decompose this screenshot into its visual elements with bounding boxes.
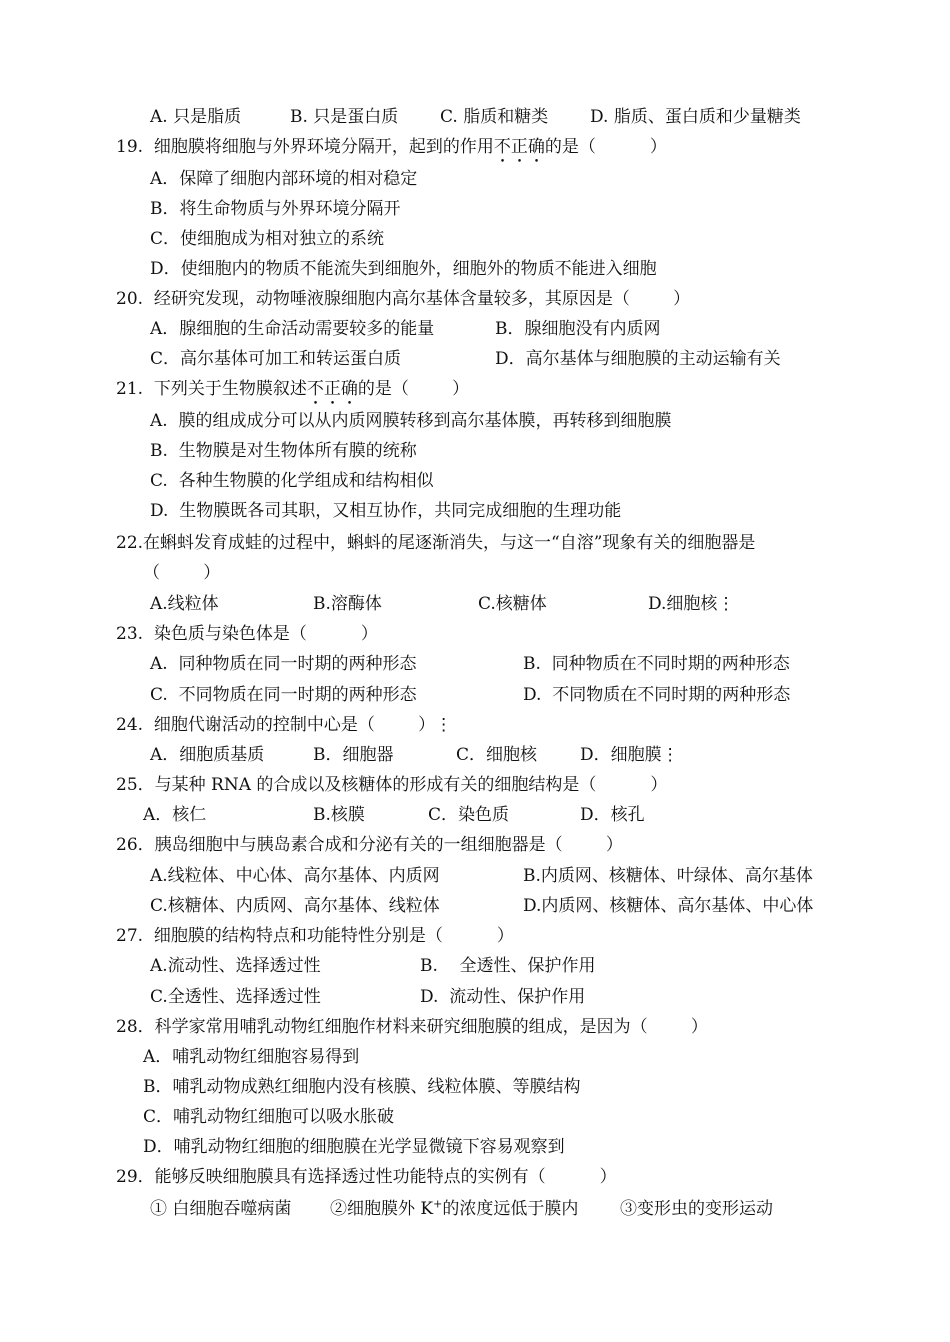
q29-potassium-charge: + [433, 1197, 443, 1211]
q19-stem-pre: 19. 细胞膜将细胞与外界环境分隔开，起到的作用 [116, 137, 494, 157]
q22-option-d [648, 593, 734, 615]
q20-option-a: A．腺细胞的生命活动需要较多的能量 [150, 319, 435, 339]
q19-stem-post: 的是（ ） [544, 137, 667, 157]
q24-option-d [580, 744, 679, 766]
q28-option-a: A．哺乳动物红细胞容易得到 [143, 1047, 360, 1067]
q24-option-d-colon-mark: ⋮ [661, 745, 679, 765]
q19-option-b: B．将生命物质与外界环境分隔开 [150, 199, 401, 219]
q27-option-c: C.全透性、选择透过性 [150, 987, 321, 1007]
q24-option-d-text: D．细胞膜 [580, 745, 662, 765]
q21-stem-pre: 21. 下列关于生物膜叙述 [116, 379, 307, 399]
q27-option-d: D. 流动性、保护作用 [420, 987, 586, 1007]
q27-stem: 27. 细胞膜的结构特点和功能特性分别是（ ） [116, 926, 514, 946]
q19-stem [116, 136, 667, 158]
q21-stem [116, 378, 469, 400]
q26-option-c: C.核糖体、内质网、高尔基体、线粒体 [150, 896, 440, 916]
q29-option-2 [330, 1198, 578, 1220]
q22-option-c: C.核糖体 [478, 594, 547, 614]
q26-option-d: D.内质网、核糖体、高尔基体、中心体 [523, 896, 814, 916]
q23-option-a: A. 同种物质在同一时期的两种形态 [150, 654, 417, 674]
q18-option-c: C. 脂质和糖类 [440, 107, 549, 127]
q20-option-b: B．腺细胞没有内质网 [495, 319, 661, 339]
q20-option-c: C．高尔基体可加工和转运蛋白质 [150, 349, 402, 369]
q29-option-2-pre: ②细胞膜外 K [330, 1199, 434, 1219]
q25-stem: 25．与某种 RNA 的合成以及核糖体的形成有关的细胞结构是（ ） [116, 775, 668, 795]
q24-option-c: C．细胞核 [456, 745, 538, 765]
q21-option-a: A. 膜的组成成分可以从内质网膜转移到高尔基体膜，再转移到细胞膜 [150, 411, 672, 431]
q20-stem: 20. 经研究发现，动物唾液腺细胞内高尔基体含量较多，其原因是（ ） [116, 289, 691, 309]
q22-option-d-text: D.细胞核 [648, 594, 718, 614]
q29-stem: 29．能够反映细胞膜具有选择透过性功能特点的实例有（ ） [116, 1167, 617, 1187]
q19-stem-emphasis: 不正确 [493, 137, 545, 157]
q24-stem-text: 24. 细胞代谢活动的控制中心是（ ） [116, 715, 436, 735]
q25-option-b: B.核膜 [313, 805, 365, 825]
q27-option-a: A.流动性、选择透过性 [150, 956, 321, 976]
q25-option-d: D．核孔 [580, 805, 645, 825]
q28-option-b: B．哺乳动物成熟红细胞内没有核膜、线粒体膜、等膜结构 [143, 1077, 581, 1097]
q28-option-c: C．哺乳动物红细胞可以吸水胀破 [143, 1107, 395, 1127]
q27-option-b: B. 全透性、保护作用 [420, 956, 596, 976]
q19-option-a: A．保障了细胞内部环境的相对稳定 [150, 169, 418, 189]
q29-option-2-post: 的浓度远低于膜内 [442, 1199, 579, 1219]
q23-option-d: D. 不同物质在不同时期的两种形态 [523, 685, 791, 705]
q26-stem: 26．胰岛细胞中与胰岛素合成和分泌有关的一组细胞器是（ ） [116, 835, 623, 855]
q19-option-d: D．使细胞内的物质不能流失到细胞外，细胞外的物质不能进入细胞 [150, 259, 657, 279]
q25-option-a: A．核仁 [143, 805, 207, 825]
q21-stem-post: 的是（ ） [357, 379, 470, 399]
q22-paren: （ ） [143, 563, 221, 583]
q24-option-b: B．细胞器 [313, 745, 394, 765]
q18-option-d: D. 脂质、蛋白质和少量糖类 [590, 107, 801, 127]
q26-option-a: A.线粒体、中心体、高尔基体、内质网 [150, 866, 440, 886]
q22-stem: 22.在蝌蚪发育成蛙的过程中，蝌蚪的尾逐渐消失，与这一“自溶”现象有关的细胞器是 [116, 533, 756, 553]
q24-stem [116, 714, 452, 736]
q20-option-d: D．高尔基体与细胞膜的主动运输有关 [495, 349, 781, 369]
q29-option-1: ① 白细胞吞噬病菌 [150, 1199, 292, 1219]
q18-option-a: A. 只是脂质 [150, 107, 242, 127]
q22-option-b: B.溶酶体 [313, 594, 382, 614]
q19-option-c: C．使细胞成为相对独立的系统 [150, 229, 385, 249]
q28-stem: 28．科学家常用哺乳动物红细胞作材料来研究细胞膜的组成，是因为（ ） [116, 1017, 708, 1037]
q22-option-a: A.线粒体 [150, 594, 219, 614]
q28-option-d: D．哺乳动物红细胞的细胞膜在光学显微镜下容易观察到 [143, 1137, 565, 1157]
q18-option-b: B. 只是蛋白质 [290, 107, 399, 127]
q29-option-3: ③变形虫的变形运动 [620, 1199, 773, 1219]
q22-colon-mark: ⋮ [717, 594, 735, 614]
q23-stem: 23. 染色质与染色体是（ ） [116, 624, 378, 644]
q26-option-b: B.内质网、核糖体、叶绿体、高尔基体 [523, 866, 813, 886]
q21-stem-emphasis: 不正确 [306, 379, 358, 399]
q21-option-c: C. 各种生物膜的化学组成和结构相似 [150, 471, 434, 491]
q23-option-b: B. 同种物质在不同时期的两种形态 [523, 654, 790, 674]
q24-colon-mark: ⋮ [435, 715, 453, 735]
q25-option-c: C．染色质 [428, 805, 510, 825]
q21-option-d: D. 生物膜既各司其职，又相互协作，共同完成细胞的生理功能 [150, 501, 622, 521]
q21-option-b: B. 生物膜是对生物体所有膜的统称 [150, 441, 417, 461]
q24-option-a: A．细胞质基质 [150, 745, 265, 765]
q23-option-c: C. 不同物质在同一时期的两种形态 [150, 685, 417, 705]
